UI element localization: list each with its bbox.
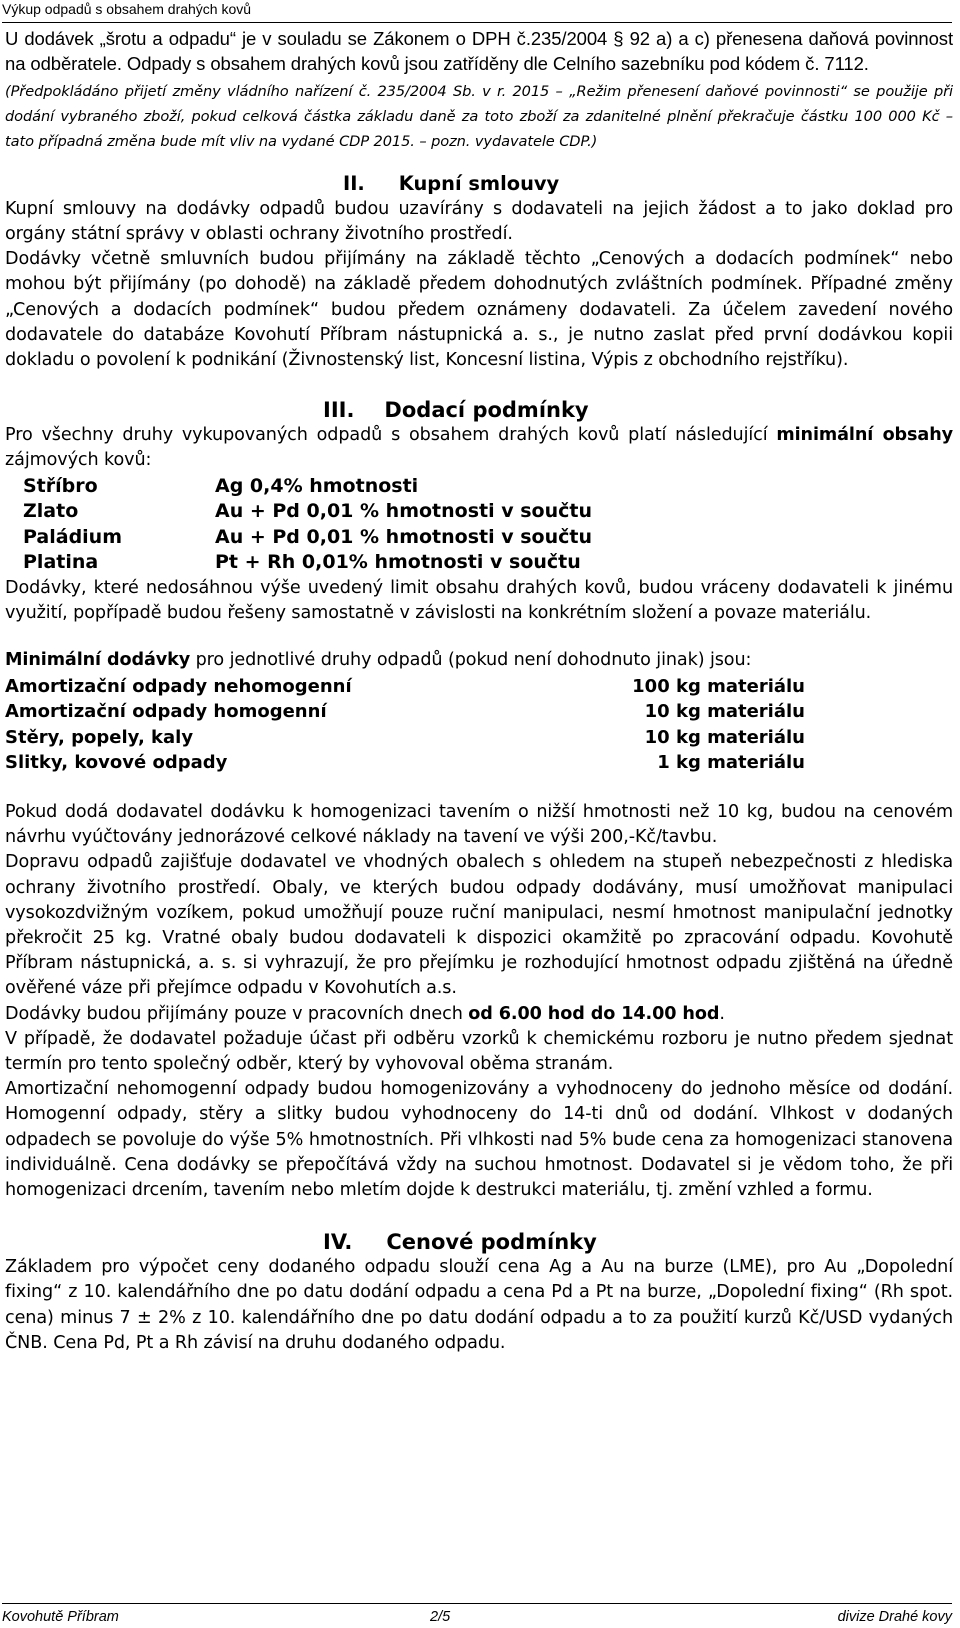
hours-paragraph: [5, 1002, 953, 1027]
sampling-paragraph: V případě, že dodavatel požaduje účast při odběru vzorků k chemickému rozboru je nutno předem sjednat termín pro tento společný odběr, který by vyhovoval oběma stranám.: [5, 1028, 953, 1075]
section-ii-number: II.: [343, 171, 365, 195]
section-ii-heading: [5, 171, 953, 197]
minimum-deliveries-intro: [5, 648, 953, 673]
delivery-value: 100 kg materiálu: [632, 675, 805, 697]
metal-value: Au + Pd 0,01 % hmotnosti v součtu: [215, 500, 592, 523]
delivery-row: [5, 725, 953, 751]
section-iv-heading: [5, 1229, 953, 1255]
footer-right: divize Drahé kovy: [837, 1609, 952, 1625]
intro-bold: minimální obsahy: [776, 425, 953, 446]
section-iii-number: III.: [323, 398, 355, 423]
delivery-row: [5, 674, 953, 700]
section-iv-title: Cenové podmínky: [386, 1230, 597, 1255]
hours-bold: od 6.00 hod do 14.00 hod: [468, 1003, 720, 1024]
metal-value: Au + Pd 0,01 % hmotnosti v součtu: [215, 525, 592, 548]
intro-paragraph: U dodávek „šrotu a odpadu“ je v souladu se Zákonem o DPH č.235/2004 § 92 a) a c) přenesena daňová povinnost na odběratele. Odpady s obsahem drahých kovů jsou zatříděny dle Celního sazebníku pod kódem č. 7112.: [5, 28, 953, 75]
hours-tail: .: [719, 1003, 725, 1024]
metal-content-table: [5, 474, 953, 576]
delivery-name: Slitky, kovové odpady: [5, 752, 228, 774]
hours-text: Dodávky budou přijímány pouze v pracovních dnech: [5, 1003, 469, 1024]
metal-name: Platina: [23, 551, 99, 574]
section-iii-intro: [5, 423, 953, 473]
metal-name: Paládium: [23, 525, 123, 548]
min-bold: Minimální dodávky: [5, 650, 191, 671]
metal-row: [5, 474, 953, 500]
min-text: pro jednotlivé druhy odpadů (pokud není dohodnuto jinak) jsou:: [190, 650, 752, 671]
intro-text: Pro všechny druhy vykupovaných odpadů s obsahem drahých kovů platí následující: [5, 425, 777, 446]
intro-note: (Předpokládáno přijetí změny vládního nařízení č. 235/2004 Sb. v r. 2015 – „Režim přenesení daňové povinnosti“ se použije při dodání vybraného zboží, pokud celková částka základu daně za toto zboží za zdanitelné plnění překračuje částku 100 000 Kč – tato případná změna bude mít vliv na vydané CDP 2015. – pozn. vydavatele CDP.): [5, 83, 953, 150]
intro-tail: zájmových kovů:: [5, 450, 152, 471]
delivery-value: 10 kg materiálu: [644, 701, 805, 723]
section-ii-paragraph-2: Dodávky včetně smluvních budou přijímány na základě těchto „Cenových a dodacích podmínek“ nebo mohou být přijímány (po dohodě) na základě předem dohodnutých zvláštních podmínek. Případné změny „Cenových a dodacích podmínek“ budou předem oznámeny dodavateli. Za účelem zavedení nového dodavatele do databáze Kovohutí Příbram nástupnická a. s., je nutno zaslat před první dodávkou kopii dokladu o povolení k podnikání (Živnostenský list, Koncesní listina, Výpis z obchodního rejstříku).: [5, 249, 953, 371]
section-ii-paragraph-1: Kupní smlouvy na dodávky odpadů budou uzavírány s dodavateli na jejich žádost a to jako doklad pro orgány státní správy v oblasti ochrany životního prostředí.: [5, 198, 953, 244]
delivery-row: [5, 699, 953, 725]
section-iv-number: IV.: [323, 1230, 353, 1255]
document-body: [5, 26, 953, 1356]
homogenization-paragraph: Pokud dodá dodavatel dodávku k homogenizaci tavením o nižší hmotnosti než 10 kg, budou na cenovém návrhu vyúčtovány jednorázové celkové náklady na tavení ve výši 200,-Kč/tavbu.: [5, 801, 953, 848]
metal-name: Stříbro: [23, 474, 98, 497]
page-header: [2, 0, 952, 23]
delivery-name: Amortizační odpady nehomogenní: [5, 675, 352, 697]
metal-value: Pt + Rh 0,01% hmotnosti v součtu: [215, 551, 581, 574]
metal-name: Zlato: [23, 500, 79, 523]
delivery-name: Stěry, popely, kaly: [5, 726, 194, 748]
minimum-deliveries-table: [5, 674, 953, 776]
delivery-value: 1 kg materiálu: [657, 752, 805, 774]
delivery-row: [5, 750, 953, 776]
metal-value: Ag 0,4% hmotnosti: [215, 474, 419, 497]
section-iv-paragraph: Základem pro výpočet ceny dodaného odpadu slouží cena Ag a Au na burze (LME), pro Au „Dopolední fixing“ z 10. kalendářního dne po datu dodání odpadu a cena Pd a Pt na burze, „Dopolední fixing“ (Rh spot. cena) minus 7 ± 2% z 10. kalendářního dne po datu dodání odpadu a to za použití kurzů Kč/USD vydaných ČNB. Cena Pd, Pt a Rh závisí na druhu dodaného odpadu.: [5, 1257, 953, 1353]
metal-row: [5, 550, 953, 576]
footer-left: Kovohutě Příbram: [2, 1609, 119, 1625]
limit-paragraph: Dodávky, které nedosáhnou výše uvedený limit obsahu drahých kovů, budou vráceny dodavateli k jinému využití, popřípadě budou řešeny samostatně v závislosti na konkrétním složení a povaze materiálu.: [5, 578, 953, 624]
metal-row: [5, 525, 953, 551]
header-title: Výkup odpadů s obsahem drahých kovů: [2, 1, 252, 17]
metal-row: [5, 499, 953, 525]
delivery-name: Amortizační odpady homogenní: [5, 701, 327, 723]
delivery-value: 10 kg materiálu: [644, 726, 805, 748]
transport-paragraph: Dopravu odpadů zajišťuje dodavatel ve vhodných obalech s ohledem na stupeň nebezpečnosti z hlediska ochrany životního prostředí. Obaly, ve kterých budou odpady dodávány, musí umožňovat manipulaci vysokozdvižným vozíkem, pokud umožňují pouze ruční manipulaci, nesmí hmotnost manipulační jednotky překročit 25 kg. Vratné obaly budou dodavateli k dispozici okamžitě po zpracování odpadu. Kovohutě Příbram nástupnická, a. s. si vyhrazují, že pro přejímku je rozhodující hmotnost odpadu zjištěná na úředně ověřené váze při přejímce odpadu v Kovohutích a.s.: [5, 852, 953, 999]
section-ii-title: Kupní smlouvy: [398, 171, 560, 195]
evaluation-paragraph: Amortizační nehomogenní odpady budou homogenizovány a vyhodnoceny do jednoho měsíce od dodání. Homogenní odpady, stěry a slitky budou vyhodnoceny do 14-ti dnů od dodání. Vlhkost v dodaných odpadech se povoluje do výše 5% hmotnostních. Při vlhkosti nad 5% bude cena za homogenizaci stanovena individuálně. Cena dodávky se přepočítává vždy na suchou hmotnost. Dodavatel si je vědom toho, že při homogenizaci drcením, tavením nebo mletím dojde k destrukci materiálu, tj. změní vzhled a formu.: [5, 1079, 953, 1201]
page-footer: [2, 1603, 952, 1626]
section-iii-title: Dodací podmínky: [384, 398, 589, 423]
page-number: 2/5: [430, 1609, 451, 1625]
section-iii-heading: [5, 397, 953, 423]
